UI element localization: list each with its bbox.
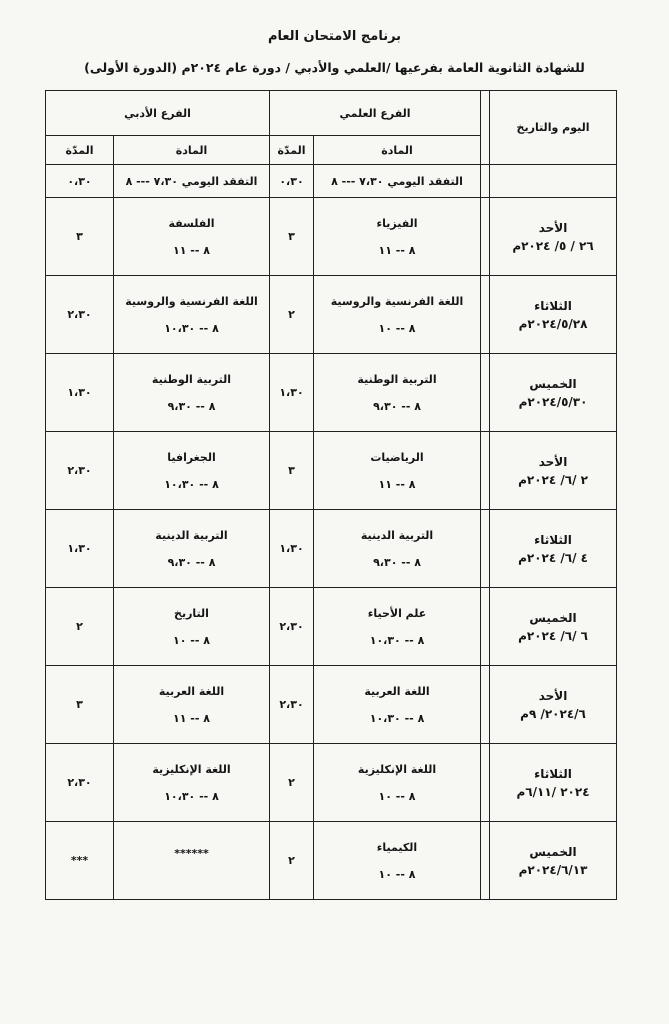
column-separator bbox=[481, 354, 490, 432]
lit-exam-time: ٨ -- ١٠،٣٠ bbox=[164, 477, 219, 491]
sci-exam-time: ٨ -- ١١ bbox=[378, 477, 416, 491]
sci-attendance: التفقد اليومي ٧،٣٠ --- ٨ bbox=[314, 165, 481, 198]
lit-subject-name: الفلسفة bbox=[168, 216, 215, 230]
exam-row bbox=[46, 276, 617, 354]
lit-exam-time: ٨ -- ١٠،٣٠ bbox=[164, 789, 219, 803]
lit-attendance: التفقد اليومي ٧،٣٠ --- ٨ bbox=[114, 165, 270, 198]
lit-duration: *** bbox=[46, 822, 114, 900]
sci-subject-name: علم الأحياء bbox=[367, 606, 427, 620]
lit-exam-time: ٨ -- ٩،٣٠ bbox=[167, 399, 216, 413]
exam-row bbox=[46, 744, 617, 822]
sci-duration: ١،٣٠ bbox=[270, 354, 314, 432]
exam-schedule-table bbox=[45, 90, 617, 900]
sci-subject-name: التربية الوطنية bbox=[357, 372, 437, 386]
lit-subject-cell bbox=[114, 666, 270, 744]
lit-subject-name: اللغة الفرنسية والروسية bbox=[125, 294, 258, 308]
sci-exam-time: ٨ -- ١٠ bbox=[378, 321, 416, 335]
branch-header-row bbox=[46, 91, 617, 136]
exam-date: ٤ /٦/ ٢٠٢٤م bbox=[518, 550, 588, 565]
sci-duration: ٢ bbox=[270, 276, 314, 354]
exam-row bbox=[46, 666, 617, 744]
day-name: الخميس bbox=[529, 610, 577, 625]
exam-date: ٢٠٢٤ /٦/١١م bbox=[516, 784, 590, 799]
exam-date: ٢٦ / ٥/ ٢٠٢٤م bbox=[512, 238, 594, 253]
column-separator bbox=[481, 744, 490, 822]
lit-subject-cell bbox=[114, 354, 270, 432]
lit-exam-time: ٨ -- ٩،٣٠ bbox=[167, 555, 216, 569]
sci-subject-name: الرياضيات bbox=[370, 450, 424, 464]
sci-subject-name: التربية الدينية bbox=[360, 528, 434, 542]
exam-date: ٢ /٦/ ٢٠٢٤م bbox=[518, 472, 588, 487]
sci-subject-name: الكيمياء bbox=[376, 840, 418, 854]
column-separator bbox=[481, 198, 490, 276]
exam-row bbox=[46, 198, 617, 276]
lit-subject-cell bbox=[114, 198, 270, 276]
exam-date: ٦ /٦/ ٢٠٢٤م bbox=[518, 628, 588, 643]
sci-subject-cell bbox=[314, 510, 481, 588]
lit-subject-name: اللغة الإنكليزية bbox=[152, 762, 231, 776]
lit-subject-cell bbox=[114, 432, 270, 510]
day-date-header: اليوم والتاريخ bbox=[490, 91, 617, 165]
column-separator bbox=[481, 510, 490, 588]
sci-subject-cell bbox=[314, 822, 481, 900]
sci-duration: ٢،٣٠ bbox=[270, 666, 314, 744]
sci-subject-cell bbox=[314, 666, 481, 744]
sci-duration: ٢،٣٠ bbox=[270, 588, 314, 666]
sci-subject-name: اللغة الإنكليزية bbox=[357, 762, 437, 776]
day-cell bbox=[490, 510, 617, 588]
lit-exam-time: ٨ -- ١٠،٣٠ bbox=[164, 321, 219, 335]
exam-row bbox=[46, 354, 617, 432]
sci-exam-time: ٨ -- ١٠،٣٠ bbox=[369, 711, 425, 725]
day-cell bbox=[490, 666, 617, 744]
sci-exam-time: ٨ -- ١١ bbox=[378, 243, 416, 257]
lit-subject-name: الجغرافيا bbox=[167, 450, 216, 464]
lit-attendance-duration: ٠،٣٠ bbox=[46, 165, 114, 198]
column-separator bbox=[481, 276, 490, 354]
sci-duration: ٢ bbox=[270, 744, 314, 822]
column-separator bbox=[481, 432, 490, 510]
lit-subject-cell bbox=[114, 276, 270, 354]
column-separator bbox=[481, 822, 490, 900]
exam-row bbox=[46, 822, 617, 900]
sci-attendance-duration: ٠،٣٠ bbox=[270, 165, 314, 198]
sci-exam-time: ٨ -- ١٠ bbox=[378, 867, 416, 881]
literary-branch-header: الفرع الأدبي bbox=[46, 91, 270, 136]
sci-duration-header: المدّة bbox=[270, 136, 314, 165]
exam-row bbox=[46, 510, 617, 588]
sci-exam-time: ٨ -- ١٠ bbox=[378, 789, 416, 803]
sci-subject-cell bbox=[314, 198, 481, 276]
lit-exam-time: ٨ -- ١١ bbox=[173, 243, 210, 257]
sci-subject-cell bbox=[314, 354, 481, 432]
lit-subject-header: المادة bbox=[114, 136, 270, 165]
lit-subject-name: التربية الدينية bbox=[155, 528, 228, 542]
sci-subject-name: اللغة الفرنسية والروسية bbox=[330, 294, 464, 308]
lit-duration: ١،٣٠ bbox=[46, 354, 114, 432]
lit-duration: ٢ bbox=[46, 588, 114, 666]
document-title: برنامج الامتحان العام bbox=[267, 29, 402, 44]
lit-subject-cell bbox=[114, 822, 270, 900]
day-name: الأحد bbox=[538, 688, 568, 703]
attendance-row bbox=[46, 165, 617, 198]
day-cell bbox=[490, 198, 617, 276]
exam-date: ٢٠٢٤/٦/١٣م bbox=[518, 862, 588, 877]
column-separator bbox=[481, 588, 490, 666]
exam-date: ٢٠٢٤/٦/ ٩م bbox=[520, 706, 586, 721]
day-cell bbox=[490, 588, 617, 666]
sci-duration: ١،٣٠ bbox=[270, 510, 314, 588]
day-name: الأحد bbox=[538, 454, 568, 469]
day-cell bbox=[490, 354, 617, 432]
day-name: الثلاثاء bbox=[534, 298, 572, 313]
sci-exam-time: ٨ -- ٩،٣٠ bbox=[373, 555, 421, 569]
lit-duration: ٣ bbox=[46, 666, 114, 744]
sci-exam-time: ٨ -- ٩،٣٠ bbox=[373, 399, 421, 413]
lit-subject-name: اللغة العربية bbox=[158, 684, 225, 698]
sci-subject-name: اللغة العربية bbox=[364, 684, 430, 698]
exam-row bbox=[46, 432, 617, 510]
lit-subject-name: ****** bbox=[174, 847, 209, 860]
document-subtitle: للشهادة الثانوية العامة بفرعيها /العلمي والأدبي / دورة عام ٢٠٢٤م (الدورة الأولى) bbox=[84, 60, 585, 75]
lit-duration: ٣ bbox=[46, 198, 114, 276]
lit-duration: ٢،٣٠ bbox=[46, 276, 114, 354]
sci-subject-name: الفيزياء bbox=[376, 216, 418, 230]
day-name: الثلاثاء bbox=[534, 532, 572, 547]
sci-duration: ٢ bbox=[270, 822, 314, 900]
lit-subject-cell bbox=[114, 510, 270, 588]
exam-date: ٢٠٢٤/٥/٣٠م bbox=[518, 394, 588, 409]
sci-subject-cell bbox=[314, 432, 481, 510]
sci-subject-header: المادة bbox=[314, 136, 481, 165]
sci-duration: ٣ bbox=[270, 432, 314, 510]
scientific-branch-header: الفرع العلمي bbox=[270, 91, 481, 136]
exam-row bbox=[46, 588, 617, 666]
exam-date: ٢٠٢٤/٥/٢٨م bbox=[518, 316, 588, 331]
sci-subject-cell bbox=[314, 276, 481, 354]
day-cell bbox=[490, 432, 617, 510]
day-cell bbox=[490, 822, 617, 900]
column-separator bbox=[481, 666, 490, 744]
lit-subject-cell bbox=[114, 588, 270, 666]
lit-duration: ١،٣٠ bbox=[46, 510, 114, 588]
lit-exam-time: ٨ -- ١١ bbox=[173, 711, 210, 725]
lit-subject-name: التربية الوطنية bbox=[151, 372, 232, 386]
column-separator bbox=[481, 165, 490, 198]
day-cell bbox=[490, 744, 617, 822]
lit-subject-cell bbox=[114, 744, 270, 822]
day-name: الخميس bbox=[529, 376, 577, 391]
day-cell bbox=[490, 276, 617, 354]
lit-exam-time: ٨ -- ١٠ bbox=[173, 633, 210, 647]
column-separator bbox=[481, 91, 490, 165]
day-name: الأحد bbox=[538, 220, 568, 235]
day-name: الثلاثاء bbox=[534, 766, 572, 781]
sci-exam-time: ٨ -- ١٠،٣٠ bbox=[369, 633, 425, 647]
day-cell bbox=[490, 165, 617, 198]
day-name: الخميس bbox=[529, 844, 577, 859]
sci-subject-cell bbox=[314, 744, 481, 822]
lit-duration: ٢،٣٠ bbox=[46, 432, 114, 510]
lit-subject-name: التاريخ bbox=[174, 606, 209, 620]
lit-duration-header: المدّة bbox=[46, 136, 114, 165]
lit-duration: ٢،٣٠ bbox=[46, 744, 114, 822]
sci-subject-cell bbox=[314, 588, 481, 666]
sci-duration: ٣ bbox=[270, 198, 314, 276]
